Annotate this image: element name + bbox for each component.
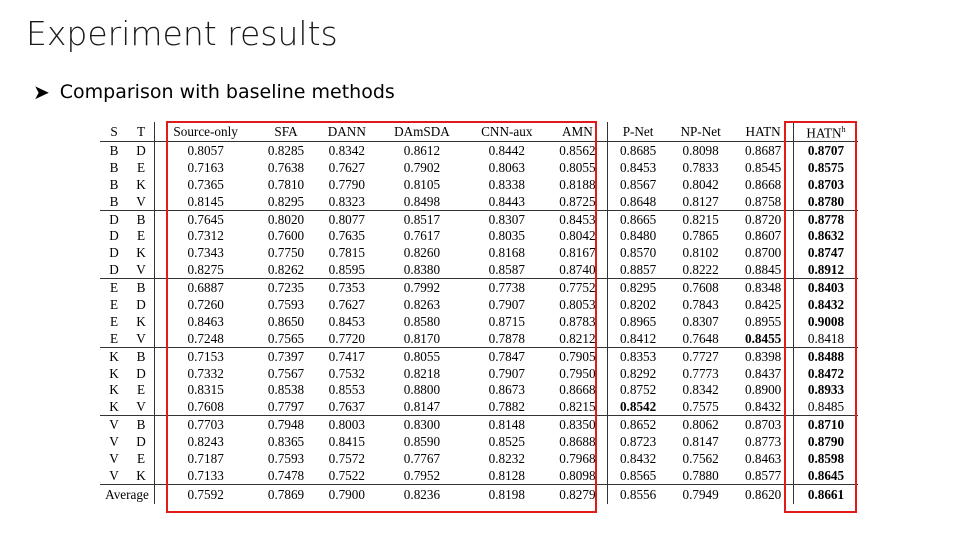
cell-source: E <box>109 330 119 346</box>
cell-value: 0.7617 <box>403 228 441 244</box>
cell-value: 0.8545 <box>733 159 793 176</box>
cell-value: 0.7365 <box>187 176 224 192</box>
cell-value: 0.8650 <box>267 313 305 329</box>
cell-value: 0.8715 <box>488 313 525 329</box>
average-value: 0.8279 <box>548 484 608 504</box>
cell-value: 0.8212 <box>548 330 608 347</box>
table-row <box>100 433 858 450</box>
cell-value: 0.8773 <box>733 433 793 450</box>
cell-source: B <box>109 176 119 192</box>
cell-value: 0.8472 <box>807 365 845 381</box>
cell-value: 0.8525 <box>488 434 525 450</box>
header-hatn-h-superscript: h <box>841 125 846 135</box>
cell-target: V <box>128 261 155 278</box>
average-value: 0.7869 <box>256 484 315 504</box>
table-row <box>100 381 858 398</box>
cell-value: 0.8295 <box>608 279 668 296</box>
cell-value: 0.8348 <box>733 279 793 296</box>
cell-value: 0.8262 <box>267 262 305 278</box>
cell-value: 0.7312 <box>187 228 224 244</box>
cell-target: D <box>128 433 155 450</box>
cell-value: 0.7353 <box>316 279 378 296</box>
header-hatn: HATN <box>733 122 793 142</box>
cell-value: 0.8710 <box>793 416 858 433</box>
cell-value: 0.8900 <box>733 381 793 398</box>
cell-source: B <box>109 142 119 158</box>
average-value: 0.8556 <box>608 484 668 504</box>
cell-value: 0.8598 <box>807 450 845 466</box>
cell-value: 0.8300 <box>378 416 466 433</box>
cell-value: 0.7727 <box>668 347 733 364</box>
cell-value: 0.8463 <box>733 450 793 467</box>
cell-value: 0.8035 <box>488 228 525 244</box>
header-t: T <box>128 122 155 142</box>
cell-value: 0.8415 <box>328 434 365 450</box>
cell-value: 0.7810 <box>267 176 305 192</box>
results-table <box>100 122 858 504</box>
results-table-container <box>100 122 858 506</box>
cell-value: 0.8567 <box>619 176 657 192</box>
cell-value: 0.8218 <box>403 365 441 381</box>
cell-value: 0.7738 <box>466 279 548 296</box>
cell-value: 0.7865 <box>682 228 719 244</box>
header-p-net: P-Net <box>608 122 668 142</box>
cell-value: 0.7532 <box>328 365 365 381</box>
cell-source: E <box>100 279 128 296</box>
table-row <box>100 159 858 176</box>
cell-source: D <box>109 245 119 261</box>
cell-value: 0.8783 <box>548 313 608 330</box>
cell-value: 0.8965 <box>619 313 657 329</box>
cell-value: 0.8857 <box>619 262 657 278</box>
cell-value: 0.8020 <box>256 210 315 227</box>
cell-value: 0.7902 <box>403 159 441 175</box>
cell-value: 0.8380 <box>403 262 441 278</box>
cell-value: 0.8432 <box>807 296 845 312</box>
cell-value: 0.7478 <box>267 467 305 483</box>
cell-target: B <box>128 210 155 227</box>
average-value: 0.7592 <box>155 484 257 504</box>
header-np-net: NP-Net <box>668 122 733 142</box>
header-hatn-h-label: HATN <box>806 125 842 141</box>
cell-target: D <box>128 142 155 159</box>
cell-value: 0.8685 <box>619 142 657 158</box>
cell-value: 0.8055 <box>548 159 608 176</box>
cell-value: 0.8105 <box>403 176 441 192</box>
cell-source: E <box>109 313 119 329</box>
cell-source: V <box>109 467 119 483</box>
cell-value: 0.8168 <box>488 245 525 261</box>
cell-value: 0.8307 <box>466 210 548 227</box>
cell-value: 0.7627 <box>328 159 365 175</box>
cell-source: V <box>109 450 119 466</box>
cell-value: 0.7332 <box>187 365 224 381</box>
cell-value: 0.8517 <box>378 210 466 227</box>
cell-target: V <box>128 398 155 415</box>
cell-value: 0.8412 <box>619 330 657 346</box>
cell-value: 0.8575 <box>807 159 845 175</box>
cell-value: 0.8580 <box>403 313 441 329</box>
average-label: Average <box>100 484 155 504</box>
cell-value: 0.8243 <box>187 434 224 450</box>
table-row <box>100 193 858 210</box>
cell-value: 0.8752 <box>619 382 657 398</box>
cell-source: B <box>109 159 119 175</box>
cell-value: 0.8707 <box>807 142 845 158</box>
cell-value: 0.8688 <box>548 433 608 450</box>
cell-value: 0.8307 <box>682 313 719 329</box>
cell-value: 0.8725 <box>548 193 608 210</box>
cell-value: 0.8758 <box>733 193 793 210</box>
cell-source: B <box>109 193 119 209</box>
cell-value: 0.8128 <box>488 467 525 483</box>
average-value: 0.8661 <box>793 484 858 504</box>
cell-value: 0.8418 <box>807 330 845 346</box>
cell-value: 0.8780 <box>807 193 845 209</box>
cell-value: 0.8102 <box>682 245 719 261</box>
cell-value: 0.7593 <box>267 450 305 466</box>
average-value: 0.8198 <box>466 484 548 504</box>
cell-value: 0.7562 <box>682 450 719 466</box>
cell-value: 0.8053 <box>548 296 608 313</box>
cell-value: 0.7187 <box>187 450 224 466</box>
cell-value: 0.8285 <box>267 142 305 158</box>
cell-value: 0.7720 <box>328 330 365 346</box>
cell-target: E <box>128 450 155 467</box>
header-dann: DANN <box>316 122 378 142</box>
cell-source: K <box>109 399 119 415</box>
header-cnn-aux: CNN-aux <box>466 122 548 142</box>
cell-value: 0.8480 <box>619 228 657 244</box>
cell-value: 0.7907 <box>488 365 525 381</box>
cell-source: D <box>100 210 128 227</box>
cell-value: 0.8703 <box>807 176 845 192</box>
cell-value: 0.7635 <box>328 228 365 244</box>
cell-value: 0.8538 <box>267 382 305 398</box>
bullet-text: Comparison with baseline methods <box>59 81 395 103</box>
cell-source: K <box>109 382 119 398</box>
cell-value: 0.7752 <box>548 279 608 296</box>
cell-value: 0.8443 <box>488 193 525 209</box>
cell-value: 0.7343 <box>187 245 224 261</box>
cell-value: 0.8437 <box>733 365 793 382</box>
average-value: 0.8620 <box>733 484 793 504</box>
cell-value: 0.8232 <box>488 450 525 466</box>
cell-value: 0.7882 <box>488 399 525 415</box>
cell-value: 0.8665 <box>608 210 668 227</box>
table-row <box>100 313 858 330</box>
header-sfa: SFA <box>256 122 315 142</box>
cell-value: 0.8098 <box>682 142 719 158</box>
cell-value: 0.7645 <box>155 210 257 227</box>
table-row <box>100 176 858 193</box>
cell-value: 0.8485 <box>807 399 845 415</box>
cell-value: 0.8167 <box>548 244 608 261</box>
cell-value: 0.7593 <box>267 296 305 312</box>
cell-value: 0.7565 <box>267 330 305 346</box>
cell-value: 0.7637 <box>328 399 365 415</box>
cell-value: 0.8398 <box>733 347 793 364</box>
cell-source: D <box>109 228 119 244</box>
cell-value: 0.8055 <box>378 347 466 364</box>
cell-value: 0.8042 <box>682 176 719 192</box>
average-value: 0.7949 <box>668 484 733 504</box>
cell-value: 0.8723 <box>619 434 657 450</box>
cell-value: 0.7522 <box>328 467 365 483</box>
cell-value: 0.8275 <box>187 262 224 278</box>
cell-value: 0.8215 <box>548 398 608 415</box>
cell-value: 0.8488 <box>793 347 858 364</box>
cell-value: 0.8453 <box>548 210 608 227</box>
table-row <box>100 279 858 296</box>
cell-value: 0.8703 <box>733 416 793 433</box>
cell-value: 0.8127 <box>682 193 719 209</box>
cell-value: 0.8403 <box>793 279 858 296</box>
table-header-row <box>100 122 858 142</box>
cell-target: D <box>128 365 155 382</box>
table-row <box>100 244 858 261</box>
cell-value: 0.8800 <box>403 382 441 398</box>
cell-value: 0.8553 <box>328 382 365 398</box>
cell-value: 0.8700 <box>733 244 793 261</box>
table-row <box>100 416 858 433</box>
cell-source: D <box>109 262 119 278</box>
cell-value: 0.8315 <box>187 382 224 398</box>
cell-value: 0.7608 <box>668 279 733 296</box>
cell-value: 0.8747 <box>807 245 845 261</box>
header-hatn-h <box>793 122 858 142</box>
cell-value: 0.8562 <box>548 142 608 159</box>
cell-value: 0.8342 <box>682 382 719 398</box>
table-body <box>100 142 858 504</box>
cell-value: 0.7567 <box>267 365 305 381</box>
cell-value: 0.8587 <box>488 262 525 278</box>
header-damsda: DAmSDA <box>378 122 466 142</box>
cell-value: 0.8442 <box>488 142 525 158</box>
cell-value: 0.7905 <box>548 347 608 364</box>
cell-target: E <box>128 159 155 176</box>
cell-value: 0.7843 <box>682 296 719 312</box>
cell-value: 0.8147 <box>682 434 719 450</box>
cell-value: 0.8145 <box>187 193 224 209</box>
cell-value: 0.7248 <box>187 330 224 346</box>
cell-target: V <box>128 330 155 347</box>
cell-value: 0.8570 <box>619 245 657 261</box>
cell-target: E <box>128 227 155 244</box>
average-value: 0.7900 <box>316 484 378 504</box>
cell-target: D <box>128 296 155 313</box>
cell-value: 0.8740 <box>548 261 608 278</box>
cell-target: K <box>128 176 155 193</box>
cell-value: 0.7703 <box>155 416 257 433</box>
cell-value: 0.8003 <box>316 416 378 433</box>
cell-value: 0.8673 <box>488 382 525 398</box>
table-row <box>100 142 858 159</box>
cell-value: 0.8215 <box>668 210 733 227</box>
cell-value: 0.8455 <box>733 330 793 347</box>
cell-value: 0.7575 <box>682 399 719 415</box>
cell-value: 0.7968 <box>548 450 608 467</box>
cell-target: K <box>128 467 155 484</box>
cell-value: 0.8295 <box>267 193 305 209</box>
cell-value: 0.7847 <box>466 347 548 364</box>
table-row <box>100 450 858 467</box>
cell-target: B <box>128 347 155 364</box>
cell-value: 0.8790 <box>807 434 845 450</box>
slide-title: Experiment results <box>26 14 338 53</box>
cell-value: 0.8263 <box>403 296 441 312</box>
cell-value: 0.8202 <box>619 296 657 312</box>
cell-value: 0.7952 <box>403 467 441 483</box>
cell-value: 0.8652 <box>608 416 668 433</box>
cell-value: 0.8292 <box>619 365 657 381</box>
cell-value: 0.8453 <box>328 313 365 329</box>
cell-value: 0.8645 <box>807 467 845 483</box>
cell-value: 0.7397 <box>256 347 315 364</box>
cell-value: 0.8565 <box>619 467 657 483</box>
table-row <box>100 330 858 347</box>
cell-value: 0.8188 <box>548 176 608 193</box>
table-row <box>100 467 858 484</box>
header-amn: AMN <box>548 122 608 142</box>
cell-target: B <box>128 416 155 433</box>
cell-value: 0.7153 <box>155 347 257 364</box>
cell-value: 0.8668 <box>733 176 793 193</box>
cell-value: 0.6887 <box>155 279 257 296</box>
table-row <box>100 210 858 227</box>
cell-value: 0.8463 <box>187 313 224 329</box>
table-row <box>100 365 858 382</box>
cell-value: 0.8323 <box>328 193 365 209</box>
cell-target: K <box>128 244 155 261</box>
cell-value: 0.8590 <box>403 434 441 450</box>
table-row <box>100 347 858 364</box>
cell-value: 0.8170 <box>403 330 441 346</box>
cell-value: 0.8098 <box>548 467 608 484</box>
cell-value: 0.7767 <box>403 450 441 466</box>
cell-value: 0.7750 <box>267 245 305 261</box>
cell-value: 0.7773 <box>682 365 719 381</box>
cell-value: 0.8365 <box>267 434 305 450</box>
cell-source: E <box>109 296 119 312</box>
cell-value: 0.7907 <box>488 296 525 312</box>
cell-value: 0.7880 <box>682 467 719 483</box>
cell-value: 0.7648 <box>682 330 719 346</box>
cell-target: V <box>128 193 155 210</box>
table-row <box>100 261 858 278</box>
cell-value: 0.7992 <box>378 279 466 296</box>
cell-value: 0.7833 <box>682 159 719 175</box>
cell-value: 0.7235 <box>256 279 315 296</box>
cell-value: 0.7133 <box>187 467 224 483</box>
cell-value: 0.8222 <box>682 262 719 278</box>
cell-value: 0.7797 <box>267 399 305 415</box>
cell-target: K <box>128 313 155 330</box>
cell-value: 0.7790 <box>328 176 365 192</box>
cell-value: 0.8720 <box>733 210 793 227</box>
cell-value: 0.7260 <box>187 296 224 312</box>
cell-value: 0.7163 <box>187 159 224 175</box>
cell-value: 0.7878 <box>488 330 525 346</box>
cell-value: 0.8648 <box>619 193 657 209</box>
cell-value: 0.8077 <box>316 210 378 227</box>
cell-value: 0.8577 <box>733 467 793 484</box>
cell-value: 0.8542 <box>619 399 657 415</box>
cell-source: K <box>100 347 128 364</box>
cell-value: 0.8432 <box>619 450 657 466</box>
header-source-only: Source-only <box>155 122 257 142</box>
header-s: S <box>100 122 128 142</box>
cell-value: 0.8063 <box>488 159 525 175</box>
cell-value: 0.8057 <box>187 142 224 158</box>
cell-target: E <box>128 381 155 398</box>
cell-value: 0.8595 <box>328 262 365 278</box>
cell-value: 0.8668 <box>548 381 608 398</box>
cell-value: 0.8425 <box>733 296 793 313</box>
cell-value: 0.8062 <box>668 416 733 433</box>
cell-value: 0.8042 <box>548 227 608 244</box>
cell-value: 0.7815 <box>328 245 365 261</box>
cell-value: 0.8453 <box>619 159 657 175</box>
cell-value: 0.8342 <box>328 142 365 158</box>
cell-value: 0.8845 <box>733 261 793 278</box>
cell-value: 0.8612 <box>403 142 441 158</box>
cell-value: 0.8260 <box>403 245 441 261</box>
cell-source: K <box>109 365 119 381</box>
table-average-row <box>100 484 858 504</box>
cell-value: 0.8955 <box>733 313 793 330</box>
cell-value: 0.7638 <box>267 159 305 175</box>
cell-value: 0.8778 <box>793 210 858 227</box>
cell-value: 0.7948 <box>256 416 315 433</box>
cell-value: 0.8148 <box>466 416 548 433</box>
cell-value: 0.8338 <box>488 176 525 192</box>
cell-source: V <box>109 434 119 450</box>
cell-value: 0.8632 <box>807 228 845 244</box>
cell-value: 0.7600 <box>267 228 305 244</box>
cell-value: 0.8353 <box>608 347 668 364</box>
bullet-item <box>33 80 395 104</box>
cell-value: 0.9008 <box>807 313 845 329</box>
cell-value: 0.7627 <box>328 296 365 312</box>
average-value: 0.8236 <box>378 484 466 504</box>
arrow-bullet-icon: ➤ <box>33 80 50 104</box>
table-row <box>100 398 858 415</box>
cell-value: 0.8432 <box>733 398 793 415</box>
cell-value: 0.8350 <box>548 416 608 433</box>
cell-value: 0.8498 <box>403 193 441 209</box>
cell-value: 0.8607 <box>733 227 793 244</box>
cell-value: 0.8147 <box>403 399 441 415</box>
table-row <box>100 296 858 313</box>
cell-value: 0.8912 <box>807 262 845 278</box>
cell-target: B <box>128 279 155 296</box>
cell-value: 0.7950 <box>548 365 608 382</box>
cell-value: 0.7417 <box>316 347 378 364</box>
cell-source: V <box>100 416 128 433</box>
table-row <box>100 227 858 244</box>
cell-value: 0.7572 <box>328 450 365 466</box>
cell-value: 0.8687 <box>733 142 793 159</box>
cell-value: 0.7608 <box>187 399 224 415</box>
cell-value: 0.8933 <box>807 382 845 398</box>
